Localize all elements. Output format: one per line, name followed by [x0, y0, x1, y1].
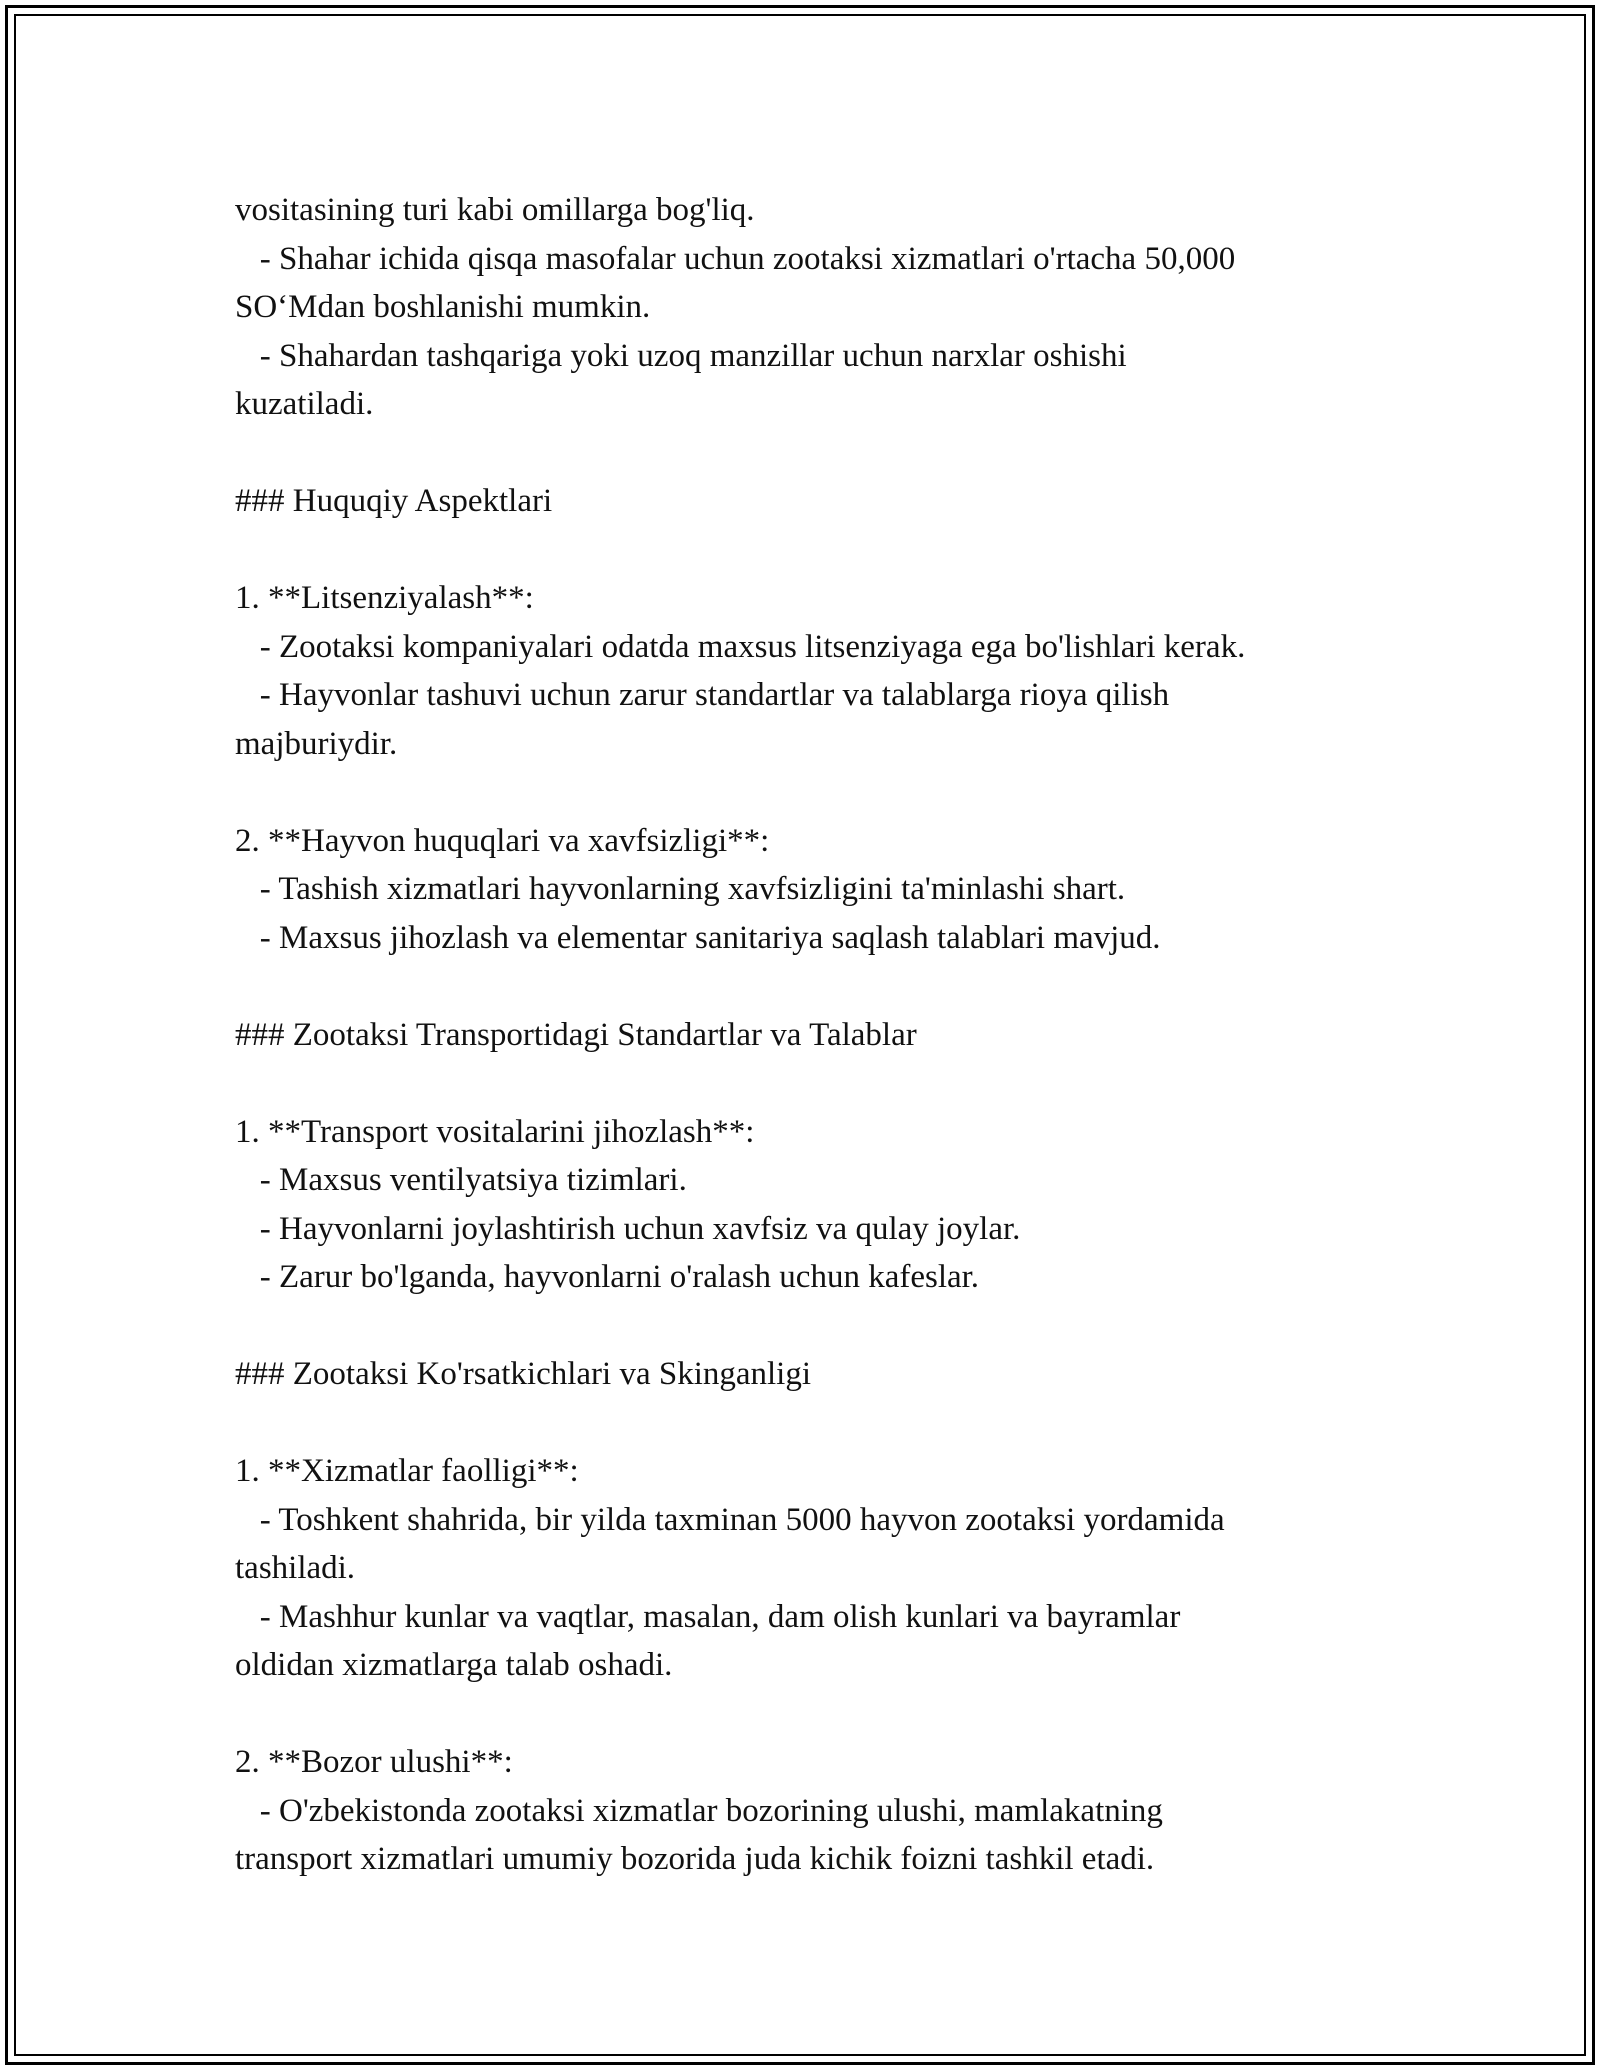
text-line: - Tashish xizmatlari hayvonlarning xavfsizligini ta'minlashi shart. — [235, 871, 1126, 907]
text-line: - Shahardan tashqariga yoki uzoq manzillar uchun narxlar oshishi — [235, 337, 1127, 374]
text-line: tashiladi. — [235, 1550, 356, 1586]
blank-line — [235, 768, 1385, 817]
section-heading: ### Zootaksi Ko'rsatkichlari va Skinganligi — [235, 1356, 812, 1392]
text-line: - O'zbekistonda zootaksi xizmatlar bozorining ulushi, mamlakatning — [235, 1792, 1163, 1829]
blank-line — [235, 1399, 1385, 1448]
text-line: kuzatiladi. — [235, 386, 374, 422]
text-line: - Mashhur kunlar va vaqtlar, masalan, dam olish kunlari va bayramlar — [235, 1598, 1181, 1635]
text-line: 2. **Bozor ulushi**: — [235, 1744, 513, 1780]
text-line: vositasining turi kabi omillarga bog'liq. — [235, 192, 755, 228]
text-line: - Toshkent shahrida, bir yilda taxminan 5000 hayvon zootaksi yordamida — [235, 1501, 1225, 1538]
section-heading: ### Huquqiy Aspektlari — [235, 483, 553, 519]
text-line: oldidan xizmatlarga talab oshadi. — [235, 1647, 673, 1683]
blank-line — [235, 526, 1385, 575]
blank-line — [235, 962, 1385, 1011]
text-line: majburiydir. — [235, 725, 398, 762]
text-line: transport xizmatlari umumiy bozorida juda kichik foizni tashkil etadi. — [235, 1841, 1155, 1877]
text-line: - Maxsus jihozlash va elementar sanitariya saqlash talablari mavjud. — [235, 919, 1161, 956]
text-line: 1. **Xizmatlar faolligi**: — [235, 1453, 579, 1489]
blank-line — [235, 1302, 1385, 1351]
text-line: 1. **Transport vositalarini jihozlash**: — [235, 1113, 755, 1150]
text-line: 1. **Litsenziyalash**: — [235, 580, 534, 616]
text-line: - Zarur bo'lganda, hayvonlarni o'ralash uchun kafeslar. — [235, 1259, 980, 1295]
blank-line — [235, 1690, 1385, 1739]
text-line: SO‘Mdan boshlanishi mumkin. — [235, 289, 651, 325]
blank-line — [235, 1059, 1385, 1108]
text-line: - Hayvonlar tashuvi uchun zarur standartlar va talablarga rioya qilish — [235, 677, 1170, 713]
section-heading: ### Zootaksi Transportidagi Standartlar va Talablar — [235, 1016, 917, 1053]
blank-line — [235, 429, 1385, 478]
text-line: - Shahar ichida qisqa masofalar uchun zootaksi xizmatlari o'rtacha 50,000 — [235, 240, 1236, 277]
document-body — [235, 186, 1385, 1884]
text-line: - Zootaksi kompaniyalari odatda maxsus litsenziyaga ega bo'lishlari kerak. — [235, 628, 1246, 665]
text-line: - Hayvonlarni joylashtirish uchun xavfsiz va qulay joylar. — [235, 1210, 1021, 1247]
text-line: - Maxsus ventilyatsiya tizimlari. — [235, 1162, 687, 1198]
text-line: 2. **Hayvon huquqlari va xavfsizligi**: — [235, 822, 770, 859]
